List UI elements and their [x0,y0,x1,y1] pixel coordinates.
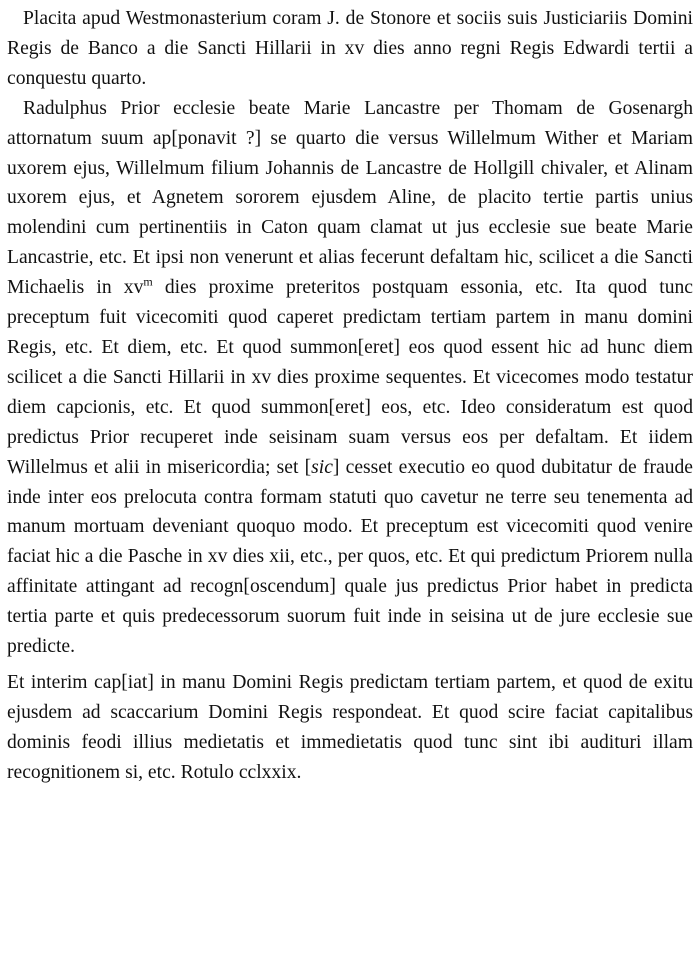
superscript-m: m [143,274,153,289]
paragraph-interim: Et interim cap[iat] in manu Domini Regis predictam tertiam partem, et quod de exitu ejusdem ad scaccarium Domini Regis respondeat. Et quod scire faciat capitalibus dominis feodi illius medietatis et immedietatis quod tunc sint ibi audituri illam recognitionem si, etc. Rotulo cclxxix. [7,671,693,783]
plea-text-part-3: ] cesset executio eo quod dubitatur de fraude inde inter eos prelocuta contra formam statuti quo cavetur ne terre seu tenementa ad manum mortuam deveniant quoquo modo. Et preceptum est vicecomiti quod venire faciat hic a die Pasche in xv dies xii, etc., per quos, etc. Et qui predictum Priorem nulla affinitate attingant ad recogn[oscendum] quale jus predictus Prior habet in predicta tertia parte et quis predecessorum suorum fuit inde in seisina ut de jure ecclesie sue predicte. [7,456,693,658]
document-page [7,4,693,788]
sic-mark: sic [311,456,333,478]
paragraph-plea [7,94,693,662]
plea-text-part-2: dies proxime preteritos postquam essonia, etc. Ita quod tunc preceptum fuit vicecomiti quod caperet predictam tertiam partem in manu domini Regis, etc. Et diem, etc. Et quod summon[eret] eos quod essent hic ad hunc diem scilicet a die Sancti Hillarii in xv dies proxime sequentes. Et vicecomes modo testatur diem capcionis, etc. Et quod summon[eret] eos, etc. Ideo consideratum est quod predictus Prior recuperet inde seisinam suam versus eos per defaltam. Et iidem Willelmus et alii in misericordia; set [ [7,277,693,478]
paragraph-heading-record: Placita apud Westmonasterium coram J. de Stonore et sociis suis Justiciariis Domini Regis de Banco a die Sancti Hillarii in xv dies anno regni Regis Edwardi tertii a conquestu quarto. [7,8,693,89]
plea-text-part-1: Radulphus Prior ecclesie beate Marie Lancastre per Thomam de Gosenargh attornatum suum ap[ponavit ?] se quarto die versus Willelmum Wither et Mariam uxorem ejus, Willelmum filium Johannis de Lancastre de Hollgill chivaler, et Alinam uxorem ejus, et Agnetem sororem ejusdem Aline, de placito tertie partis unius molendini cum pertinentiis in Caton quam clamat ut jus ecclesie sue beate Marie Lancastrie, etc. Et ipsi non venerunt et alias fecerunt defaltam hic, scilicet a die Sancti Michaelis in xv [7,97,693,299]
